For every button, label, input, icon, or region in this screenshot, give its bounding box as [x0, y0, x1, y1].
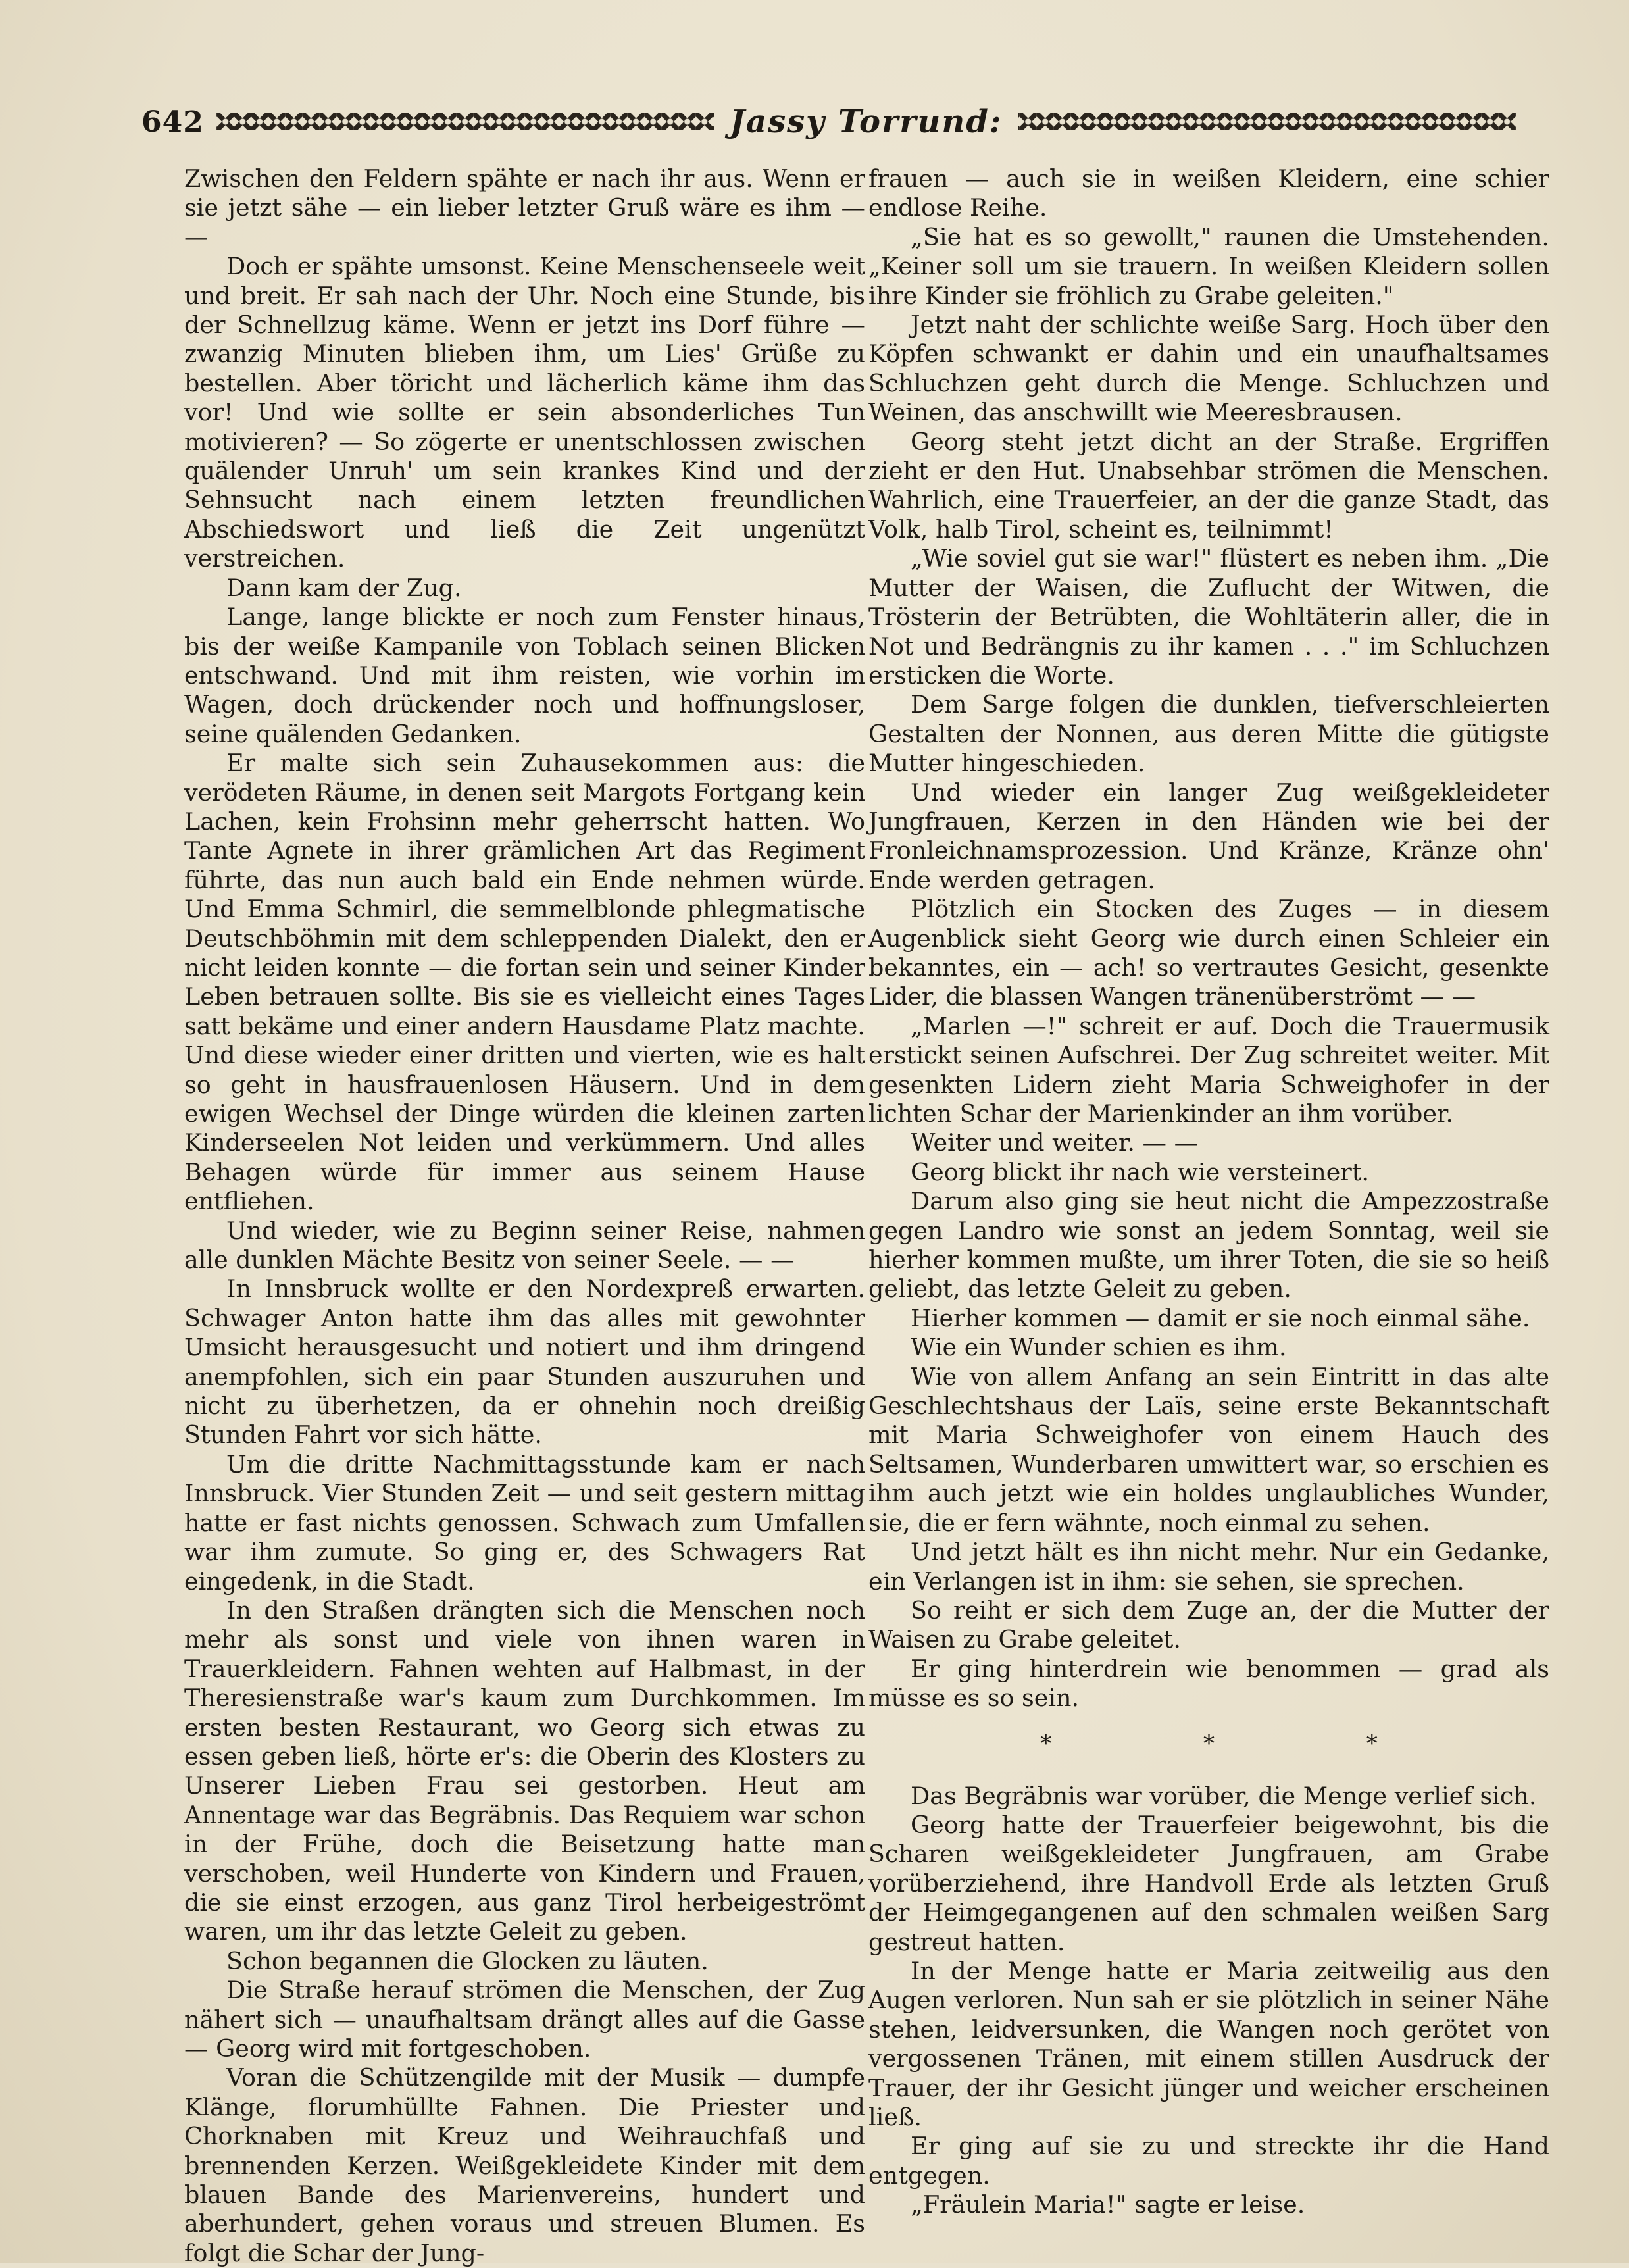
- paragraph: „Wie soviel gut sie war!" flüstert es neben ihm. „Die Mutter der Waisen, die Zuflucht der Witwen, die Trösterin der Betrübten, die Wohltäterin aller, die in Not und Bedrängnis zu ihr kamen . . ." im Schluchzen ersticken die Worte.: [868, 544, 1549, 690]
- paragraph: Doch er spähte umsonst. Keine Menschenseele weit und breit. Er sah nach der Uhr. Noch eine Stunde, bis der Schnellzug käme. Wenn er jetzt ins Dorf führe — zwanzig Minuten blieben ihm, um Lies' Grüße zu bestellen. Aber töricht und lächerlich käme ihm das vor! Und wie sollte er sein absonderliches Tun motivieren? — So zögerte er unentschlossen zwischen quälender Unruh' um sein krankes Kind und der Sehnsucht nach einem letzten freundlichen Abschiedswort und ließ die Zeit ungenützt verstreichen.: [184, 252, 865, 573]
- paragraph: Er malte sich sein Zuhausekommen aus: die verödeten Räume, in denen seit Margots Fortgang kein Lachen, kein Frohsinn mehr geherrscht hatten. Wo Tante Agnete in ihrer grämlichen Art das Regiment führte, das nun auch bald ein Ende nehmen würde. Und Emma Schmirl, die semmelblonde phlegmatische Deutschböhmin mit dem schleppenden Dialekt, den er nicht leiden konnte — die fortan sein und seiner Kinder Leben betrauen sollte. Bis sie es vielleicht eines Tages satt bekäme und einer andern Hausdame Platz machte. Und diese wieder einer dritten und vierten, wie es halt so geht in hausfrauenlosen Häusern. Und in dem ewigen Wechsel der Dinge würden die kleinen zarten Kinderseelen Not leiden und verkümmern. Und alles Behagen würde für immer aus seinem Hause entfliehen.: [184, 749, 865, 1216]
- paragraph: Darum also ging sie heut nicht die Ampezzostraße gegen Landro wie sonst an jedem Sonntag, weil sie hierher kommen mußte, um ihrer Toten, die sie so heiß geliebt, das letzte Geleit zu geben.: [868, 1187, 1549, 1303]
- paragraph: Georg blickt ihr nach wie versteinert.: [911, 1157, 1370, 1186]
- paragraph: Er ging hinterdrein wie benommen — grad als müsse es so sein.: [868, 1654, 1549, 1713]
- paragraph: Lange, lange blickte er noch zum Fenster hinaus, bis der weiße Kampanile von Toblach seinen Blicken entschwand. Und mit ihm reisten, wie vorhin im Wagen, doch drückender noch und hoffnungsloser, seine quälenden Gedanken.: [184, 603, 865, 748]
- paragraph: Und wieder, wie zu Beginn seiner Reise, nahmen alle dunklen Mächte Besitz von seiner Seele. — —: [184, 1216, 865, 1274]
- paragraph: Georg hatte der Trauerfeier beigewohnt, bis die Scharen weißgekleideter Jungfrauen, am Grabe vorüberziehend, ihre Handvoll Erde als letzten Gruß der Heimgegangenen auf den schmalen weißen Sarg gestreut hatten.: [868, 1810, 1549, 1956]
- right-column: [868, 164, 1549, 2220]
- ornament-rule-right: [1018, 113, 1516, 130]
- paragraph: Das Begräbnis war vorüber, die Menge verlief sich.: [911, 1781, 1537, 1810]
- paragraph: Schon begannen die Glocken zu läuten.: [226, 1946, 709, 1975]
- paragraph: Wie ein Wunder schien es ihm.: [911, 1333, 1287, 1362]
- paragraph: Und wieder ein langer Zug weißgekleideter Jungfrauen, Kerzen in den Händen wie bei der Fronleichnamsprozession. Und Kränze, Kränze ohn' Ende werden getragen.: [868, 778, 1549, 894]
- paragraph: Georg steht jetzt dicht an der Straße. Ergriffen zieht er den Hut. Unabsehbar strömen die Menschen. Wahrlich, eine Trauerfeier, an der die ganze Stadt, das Volk, halb Tirol, scheint es, teilnimmt!: [868, 427, 1549, 543]
- paragraph: Plötzlich ein Stocken des Zuges — in diesem Augenblick sieht Georg wie durch einen Schleier ein bekanntes, ein — ach! so vertrautes Gesicht, gesenkte Lider, die blassen Wangen tränenüberströmt — —: [868, 895, 1549, 1011]
- page-header: [141, 99, 1516, 145]
- paragraph: Um die dritte Nachmittagsstunde kam er nach Innsbruck. Vier Stunden Zeit — und seit gestern mittag hatte er fast nichts genossen. Schwach zum Umfallen war ihm zumute. So ging er, des Schwagers Rat eingedenk, in die Stadt.: [184, 1449, 865, 1596]
- running-title: Jassy Torrund:: [730, 103, 1003, 140]
- left-column: [184, 164, 865, 2268]
- paragraph: Zwischen den Feldern spähte er nach ihr aus. Wenn er sie jetzt sähe — ein lieber letzter Gruß wäre es ihm — —: [184, 164, 865, 251]
- paragraph: Dann kam der Zug.: [226, 573, 462, 602]
- ornament-rule-left: [216, 113, 714, 130]
- paragraph: Die Straße herauf strömen die Menschen, der Zug nähert sich — unaufhaltsam drängt alles auf die Gasse — Georg wird mit fortgeschoben.: [184, 1976, 865, 2063]
- paragraph: „Fräulein Maria!" sagte er leise.: [911, 2190, 1305, 2219]
- paragraph: „Marlen —!" schreit er auf. Doch die Trauermusik erstickt seinen Aufschrei. Der Zug schreitet weiter. Mit gesenkten Lidern zieht Maria Schweighofer in der lichten Schar der Marienkinder an ihm vorüber.: [868, 1011, 1549, 1128]
- paragraph: In Innsbruck wollte er den Nordexpreß erwarten. Schwager Anton hatte ihm das alles mit gewohnter Umsicht herausgesucht und notiert und ihm dringend anempfohlen, sich ein paar Stunden auszuruhen und nicht zu überhetzen, da er ohnehin noch dreißig Stunden Fahrt vor sich hätte.: [184, 1274, 865, 1449]
- paragraph: In der Menge hatte er Maria zeitweilig aus den Augen verloren. Nun sah er sie plötzlich in seiner Nähe stehen, leidversunken, die Wangen noch gerötet von vergossenen Tränen, mit einem stillen Ausdruck der Trauer, der ihr Gesicht jünger und weicher erscheinen ließ.: [868, 1956, 1549, 2131]
- paragraph: Hierher kommen — damit er sie noch einmal sähe.: [911, 1303, 1530, 1332]
- paragraph: Jetzt naht der schlichte weiße Sarg. Hoch über den Köpfen schwankt er dahin und ein unaufhaltsames Schluchzen geht durch die Menge. Schluchzen und Weinen, das anschwillt wie Meeresbrausen.: [868, 311, 1549, 427]
- paragraph: Er ging auf sie zu und streckte ihr die Hand entgegen.: [868, 2132, 1549, 2190]
- section-separator: * * *: [1040, 1730, 1450, 1757]
- page-number: 642: [141, 105, 204, 139]
- paragraph: frauen — auch sie in weißen Kleidern, eine schier endlose Reihe.: [868, 164, 1549, 222]
- paragraph: Weiter und weiter. — —: [911, 1128, 1199, 1157]
- paragraph: „Sie hat es so gewollt," raunen die Umstehenden. „Keiner soll um sie trauern. In weißen Kleidern sollen ihre Kinder sie fröhlich zu Grabe geleiten.": [868, 222, 1549, 310]
- paragraph: Voran die Schützengilde mit der Musik — dumpfe Klänge, florumhüllte Fahnen. Die Priester und Chorknaben mit Kreuz und Weihrauchfaß und brennenden Kerzen. Weißgekleidete Kinder mit dem blauen Bande des Marienvereins, hundert und aberhundert, gehen voraus und streuen Blumen. Es folgt die Schar der Jung-: [184, 2063, 865, 2267]
- paragraph: In den Straßen drängten sich die Menschen noch mehr als sonst und viele von ihnen waren in Trauerkleidern. Fahnen wehten auf Halbmast, in der Theresienstraße war's kaum zum Durchkommen. Im ersten besten Restaurant, wo Georg sich etwas zu essen geben ließ, hörte er's: die Oberin des Klosters zu Unserer Lieben Frau sei gestorben. Heut am Annentage war das Begräbnis. Das Requiem war schon in der Frühe, doch die Beisetzung hatte man verschoben, weil Hunderte von Kindern und Frauen, die sie einst erzogen, aus ganz Tirol herbeigeströmt waren, um ihr das letzte Geleit zu geben.: [184, 1596, 865, 1946]
- paragraph: Und jetzt hält es ihn nicht mehr. Nur ein Gedanke, ein Verlangen ist in ihm: sie sehen, sie sprechen.: [868, 1538, 1549, 1596]
- paragraph: Wie von allem Anfang an sein Eintritt in das alte Geschlechtshaus der Laïs, seine erste Bekanntschaft mit Maria Schweighofer von einem Hauch des Seltsamen, Wunderbaren umwittert war, so erschien es ihm auch jetzt wie ein holdes unglaubliches Wunder, sie, die er fern wähnte, noch einmal zu sehen.: [868, 1362, 1549, 1537]
- paragraph: So reiht er sich dem Zuge an, der die Mutter der Waisen zu Grabe geleitet.: [868, 1596, 1549, 1654]
- paragraph: Dem Sarge folgen die dunklen, tiefverschleierten Gestalten der Nonnen, aus deren Mitte die gütigste Mutter hingeschieden.: [868, 690, 1549, 778]
